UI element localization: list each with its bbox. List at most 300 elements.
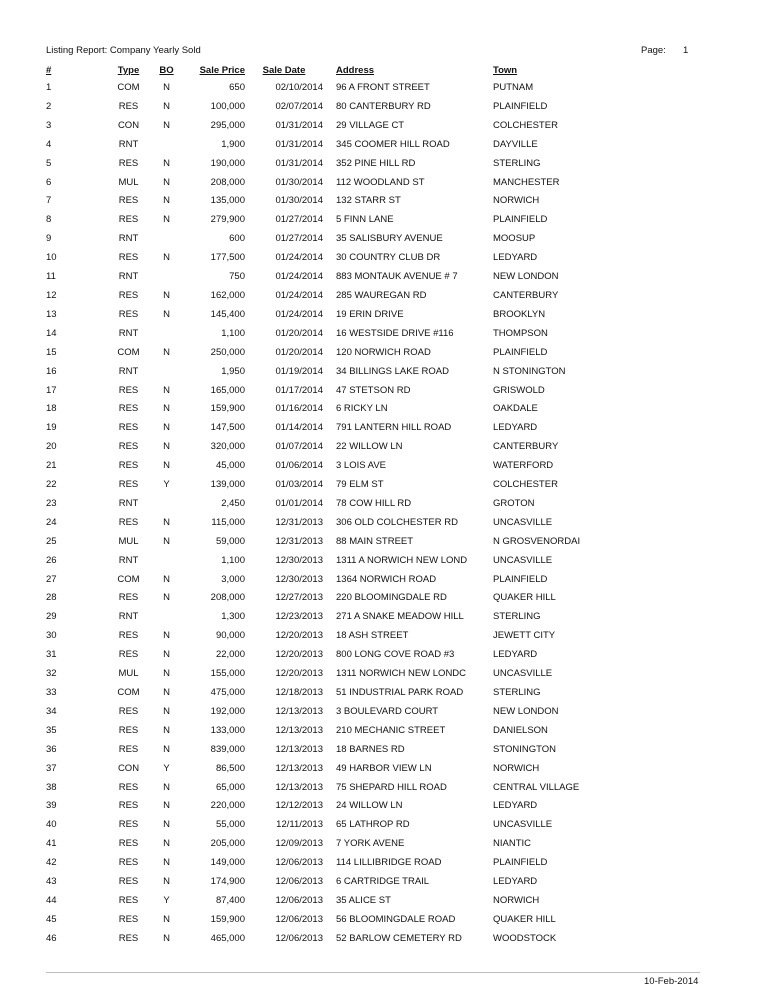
town-cell: GROTON	[493, 497, 535, 509]
column-header-town: Town	[493, 65, 518, 76]
table-row	[0, 155, 768, 174]
sale-date-cell: 12/06/2013	[275, 876, 323, 888]
sale-date-cell: 12/13/2013	[275, 743, 323, 755]
table-row	[0, 98, 768, 117]
sale-date-cell: 01/31/2014	[275, 119, 323, 131]
town-cell: N STONINGTON	[493, 365, 566, 377]
buyer-office-flag-cell: N	[163, 800, 170, 812]
listing-type-cell: RES	[118, 705, 139, 717]
listing-type-cell: COM	[117, 346, 140, 358]
footer-divider	[46, 972, 700, 973]
address-cell: 271 A SNAKE MEADOW HILL	[336, 611, 464, 623]
listing-number-cell: 19	[46, 422, 57, 434]
town-cell: PLAINFIELD	[493, 346, 548, 358]
listing-number-cell: 13	[46, 308, 57, 320]
listing-type-cell: RNT	[118, 554, 139, 566]
listing-type-cell: RES	[118, 913, 139, 925]
address-cell: 132 STARR ST	[336, 195, 401, 207]
listing-type-cell: RNT	[118, 271, 139, 283]
sale-price-cell: 279,900	[210, 214, 245, 226]
town-cell: STERLING	[493, 687, 541, 698]
sale-date-cell: 01/20/2014	[275, 346, 323, 358]
listing-type-cell: COM	[117, 573, 140, 585]
address-cell: 114 LILLIBRIDGE ROAD	[336, 857, 442, 869]
address-cell: 16 WESTSIDE DRIVE #116	[336, 327, 454, 339]
table-row	[0, 249, 768, 268]
listing-number-cell: 34	[46, 705, 57, 717]
sale-price-cell: 295,000	[210, 119, 245, 131]
sale-date-cell: 12/09/2013	[275, 838, 323, 850]
sale-price-cell: 159,900	[210, 403, 245, 415]
listing-number-cell: 5	[46, 157, 52, 169]
town-cell: CENTRAL VILLAGE	[493, 781, 580, 793]
buyer-office-flag-cell	[151, 363, 182, 382]
sale-price-cell: 155,000	[210, 668, 245, 680]
table-row	[0, 571, 768, 590]
buyer-office-flag-cell: N	[163, 630, 170, 642]
listing-number-cell: 10	[46, 252, 57, 264]
listing-number-cell: 29	[46, 611, 57, 623]
buyer-office-flag-cell: Y	[163, 762, 170, 774]
sale-date-cell: 12/18/2013	[275, 687, 323, 698]
sale-price-cell: 250,000	[210, 346, 245, 358]
listing-number-cell: 33	[46, 687, 57, 698]
sale-date-cell: 12/30/2013	[275, 554, 323, 566]
column-header-address: Address	[336, 65, 375, 76]
table-row	[0, 684, 768, 703]
address-cell: 30 COUNTRY CLUB DR	[336, 252, 441, 264]
buyer-office-flag-cell	[151, 495, 182, 514]
buyer-office-flag-cell: N	[163, 876, 170, 888]
town-cell: THOMPSON	[493, 327, 548, 339]
listing-number-cell: 3	[46, 119, 52, 131]
sale-price-cell: 465,000	[210, 932, 245, 944]
town-cell: COLCHESTER	[493, 119, 558, 131]
sale-price-cell: 192,000	[210, 705, 245, 717]
sale-date-cell: 12/20/2013	[275, 649, 323, 661]
sale-price-cell: 1,100	[221, 554, 245, 566]
town-cell: CANTERBURY	[493, 441, 559, 453]
listing-type-cell: CON	[117, 119, 140, 131]
town-cell: PLAINFIELD	[493, 573, 548, 585]
listing-type-cell: RES	[118, 743, 139, 755]
sale-date-cell: 12/20/2013	[275, 630, 323, 642]
listing-type-cell: CON	[117, 762, 140, 774]
sale-price-cell: 162,000	[210, 289, 245, 301]
listing-number-cell: 20	[46, 441, 57, 453]
sale-date-cell: 12/06/2013	[275, 894, 323, 906]
buyer-office-flag-cell: N	[163, 157, 170, 169]
listing-number-cell: 17	[46, 384, 57, 396]
sale-price-cell: 475,000	[210, 687, 245, 698]
address-cell: 791 LANTERN HILL ROAD	[336, 422, 452, 434]
town-cell: WATERFORD	[493, 460, 554, 472]
sale-date-cell: 12/06/2013	[275, 932, 323, 944]
address-cell: 6 CARTRIDGE TRAIL	[336, 876, 430, 888]
listing-type-cell: RES	[118, 479, 139, 491]
sale-date-cell: 01/16/2014	[275, 403, 323, 415]
sale-price-cell: 55,000	[215, 819, 245, 831]
listing-type-cell: RNT	[118, 497, 139, 509]
table-row	[0, 608, 768, 627]
listing-type-cell: RES	[118, 308, 139, 320]
buyer-office-flag-cell: N	[163, 705, 170, 717]
listing-number-cell: 11	[46, 271, 56, 283]
listing-number-cell: 1	[46, 82, 52, 93]
sale-date-cell: 12/13/2013	[275, 705, 323, 717]
listing-number-cell: 26	[46, 554, 57, 566]
listing-type-cell: COM	[117, 687, 140, 698]
footer-date: 10-Feb-2014	[644, 976, 699, 987]
town-cell: N GROSVENORDAI	[493, 535, 581, 547]
sale-date-cell: 12/06/2013	[275, 913, 323, 925]
buyer-office-flag-cell: N	[163, 346, 170, 358]
buyer-office-flag-cell: N	[163, 592, 170, 604]
sale-date-cell: 12/23/2013	[275, 611, 323, 623]
buyer-office-flag-cell: N	[163, 176, 170, 188]
listing-type-cell: MUL	[118, 535, 139, 547]
table-header-row	[0, 63, 768, 79]
sale-price-cell: 22,000	[215, 649, 245, 661]
listing-type-cell: RNT	[118, 233, 139, 245]
buyer-office-flag-cell: N	[163, 781, 170, 793]
address-cell: 1364 NORWICH ROAD	[336, 573, 437, 585]
town-cell: STERLING	[493, 611, 541, 623]
table-row	[0, 382, 768, 401]
address-cell: 306 OLD COLCHESTER RD	[336, 516, 458, 528]
table-row	[0, 703, 768, 722]
sale-date-cell: 01/31/2014	[275, 157, 323, 169]
listing-type-cell: RES	[118, 724, 139, 736]
sale-price-cell: 100,000	[210, 100, 245, 112]
sale-price-cell: 2,450	[221, 497, 245, 509]
sale-date-cell: 01/24/2014	[275, 271, 323, 283]
sale-date-cell: 01/27/2014	[275, 233, 323, 245]
town-cell: MANCHESTER	[493, 176, 560, 188]
sale-date-cell: 01/24/2014	[275, 308, 323, 320]
address-cell: 352 PINE HILL RD	[336, 157, 416, 169]
address-cell: 345 COOMER HILL ROAD	[336, 138, 450, 150]
table-row	[0, 419, 768, 438]
table-row	[0, 476, 768, 495]
listing-type-cell: RES	[118, 195, 139, 207]
table-row	[0, 438, 768, 457]
town-cell: DAYVILLE	[493, 138, 538, 150]
address-cell: 35 SALISBURY AVENUE	[336, 233, 443, 245]
listing-number-cell: 41	[46, 838, 57, 850]
sale-date-cell: 01/30/2014	[275, 176, 323, 188]
listing-number-cell: 27	[46, 573, 57, 585]
listing-type-cell: RES	[118, 819, 139, 831]
table-row	[0, 665, 768, 684]
sale-price-cell: 650	[229, 82, 245, 93]
table-row	[0, 741, 768, 760]
sale-price-cell: 59,000	[215, 535, 245, 547]
town-cell: UNCASVILLE	[493, 668, 553, 680]
town-cell: NEW LONDON	[493, 271, 559, 283]
listing-number-cell: 8	[46, 214, 52, 226]
town-cell: NIANTIC	[493, 838, 531, 850]
sale-date-cell: 12/12/2013	[275, 800, 323, 812]
address-cell: 285 WAUREGAN RD	[336, 289, 427, 301]
table-row	[0, 117, 768, 136]
address-cell: 18 BARNES RD	[336, 743, 405, 755]
sale-date-cell: 01/27/2014	[275, 214, 323, 226]
sale-date-cell: 01/03/2014	[275, 479, 323, 491]
sale-price-cell: 115,000	[211, 516, 245, 528]
sale-date-cell: 01/24/2014	[275, 289, 323, 301]
listing-type-cell: RNT	[118, 611, 139, 623]
buyer-office-flag-cell	[151, 608, 182, 627]
listing-type-cell: RES	[118, 460, 139, 472]
sale-price-cell: 174,900	[210, 876, 245, 888]
buyer-office-flag-cell: N	[163, 687, 170, 698]
address-cell: 22 WILLOW LN	[336, 441, 403, 453]
town-cell: UNCASVILLE	[493, 516, 553, 528]
listing-type-cell: MUL	[118, 176, 139, 188]
buyer-office-flag-cell: N	[163, 119, 170, 131]
sale-date-cell: 02/07/2014	[275, 100, 323, 112]
sale-date-cell: 12/13/2013	[275, 762, 323, 774]
listing-type-cell: RES	[118, 422, 139, 434]
town-cell: PLAINFIELD	[493, 100, 548, 112]
listing-type-cell: RES	[118, 800, 139, 812]
buyer-office-flag-cell: N	[163, 384, 170, 396]
listing-number-cell: 7	[46, 195, 52, 207]
listing-type-cell: RNT	[118, 327, 139, 339]
address-cell: 52 BARLOW CEMETERY RD	[336, 932, 462, 944]
sale-price-cell: 190,000	[210, 157, 245, 169]
table-row	[0, 268, 768, 287]
buyer-office-flag-cell: N	[163, 422, 170, 434]
listing-type-cell: RES	[118, 630, 139, 642]
buyer-office-flag-cell: N	[163, 100, 170, 112]
sale-date-cell: 01/30/2014	[275, 195, 323, 207]
table-row	[0, 174, 768, 193]
table-row	[0, 552, 768, 571]
sale-date-cell: 02/10/2014	[275, 82, 323, 93]
sale-date-cell: 12/13/2013	[275, 724, 323, 736]
town-cell: QUAKER HILL	[493, 913, 556, 925]
table-row	[0, 192, 768, 211]
listing-type-cell: RES	[118, 592, 139, 604]
sale-price-cell: 159,900	[210, 913, 245, 925]
table-row	[0, 930, 768, 949]
table-row	[0, 760, 768, 779]
sale-price-cell: 320,000	[210, 441, 245, 453]
sale-price-cell: 65,000	[215, 781, 245, 793]
listing-type-cell: RES	[118, 252, 139, 264]
listing-number-cell: 23	[46, 497, 57, 509]
listing-number-cell: 2	[46, 100, 52, 112]
sale-date-cell: 01/01/2014	[275, 497, 323, 509]
column-header-sale-price: Sale Price	[199, 65, 245, 76]
sale-price-cell: 220,000	[210, 800, 245, 812]
address-cell: 35 ALICE ST	[336, 894, 391, 906]
sale-price-cell: 1,300	[221, 611, 245, 623]
table-row	[0, 646, 768, 665]
sale-date-cell: 12/30/2013	[275, 573, 323, 585]
address-cell: 19 ERIN DRIVE	[336, 308, 404, 320]
buyer-office-flag-cell: Y	[163, 479, 170, 491]
table-row	[0, 325, 768, 344]
column-header-type: Type	[117, 65, 140, 76]
buyer-office-flag-cell: N	[163, 441, 170, 453]
town-cell: WOODSTOCK	[493, 932, 557, 944]
table-row	[0, 627, 768, 646]
listing-number-cell: 43	[46, 876, 57, 888]
town-cell: UNCASVILLE	[493, 819, 553, 831]
buyer-office-flag-cell: N	[163, 819, 170, 831]
sale-date-cell: 01/19/2014	[275, 365, 323, 377]
buyer-office-flag-cell: N	[163, 252, 170, 264]
buyer-office-flag-cell: N	[163, 535, 170, 547]
listing-number-cell: 31	[46, 649, 57, 661]
column-header-sale-date: Sale Date	[262, 65, 306, 76]
listing-type-cell: RES	[118, 214, 139, 226]
sale-price-cell: 139,000	[210, 479, 245, 491]
listing-type-cell: RES	[118, 857, 139, 869]
address-cell: 49 HARBOR VIEW LN	[336, 762, 432, 774]
table-row	[0, 835, 768, 854]
column-header-bo: BO	[159, 65, 174, 76]
buyer-office-flag-cell: N	[163, 857, 170, 869]
table-row	[0, 495, 768, 514]
buyer-office-flag-cell: N	[163, 460, 170, 472]
buyer-office-flag-cell: N	[163, 82, 170, 93]
town-cell: QUAKER HILL	[493, 592, 556, 604]
listing-number-cell: 37	[46, 762, 57, 774]
table-row	[0, 722, 768, 741]
town-cell: LEDYARD	[493, 422, 538, 434]
listing-number-cell: 38	[46, 781, 57, 793]
listing-number-cell: 32	[46, 668, 57, 680]
listing-type-cell: RES	[118, 100, 139, 112]
listing-number-cell: 46	[46, 932, 57, 944]
address-cell: 79 ELM ST	[336, 479, 384, 491]
address-cell: 65 LATHROP RD	[336, 819, 410, 831]
listing-number-cell: 40	[46, 819, 57, 831]
sale-price-cell: 145,400	[210, 308, 245, 320]
buyer-office-flag-cell: N	[163, 724, 170, 736]
listing-type-cell: RES	[118, 441, 139, 453]
address-cell: 5 FINN LANE	[336, 214, 394, 226]
buyer-office-flag-cell: N	[163, 214, 170, 226]
address-cell: 7 YORK AVENE	[336, 838, 405, 850]
listing-number-cell: 18	[46, 403, 57, 415]
sale-date-cell: 01/14/2014	[275, 422, 323, 434]
listing-number-cell: 45	[46, 913, 57, 925]
town-cell: GRISWOLD	[493, 384, 545, 396]
sale-date-cell: 12/31/2013	[275, 516, 323, 528]
buyer-office-flag-cell: N	[163, 308, 170, 320]
listing-number-cell: 28	[46, 592, 57, 604]
listing-number-cell: 12	[46, 289, 57, 301]
address-cell: 800 LONG COVE ROAD #3	[336, 649, 455, 661]
listing-number-cell: 35	[46, 724, 57, 736]
table-row	[0, 779, 768, 798]
address-cell: 1311 NORWICH NEW LONDC	[336, 668, 467, 680]
sale-price-cell: 600	[229, 233, 245, 245]
listing-type-cell: RES	[118, 403, 139, 415]
address-cell: 210 MECHANIC STREET	[336, 724, 446, 736]
town-cell: DANIELSON	[493, 724, 548, 736]
table-row	[0, 79, 768, 98]
table-row	[0, 344, 768, 363]
address-cell: 112 WOODLAND ST	[336, 176, 425, 188]
table-row	[0, 589, 768, 608]
buyer-office-flag-cell: N	[163, 289, 170, 301]
sale-date-cell: 12/06/2013	[275, 857, 323, 869]
listing-type-cell: RES	[118, 932, 139, 944]
town-cell: LEDYARD	[493, 252, 538, 264]
buyer-office-flag-cell: N	[163, 649, 170, 661]
address-cell: 120 NORWICH ROAD	[336, 346, 431, 358]
sale-price-cell: 149,000	[210, 857, 245, 869]
sale-date-cell: 12/31/2013	[275, 535, 323, 547]
sale-price-cell: 750	[229, 271, 245, 283]
listing-type-cell: RES	[118, 781, 139, 793]
table-row	[0, 363, 768, 382]
buyer-office-flag-cell	[151, 230, 182, 249]
listing-number-cell: 42	[46, 857, 57, 869]
listing-type-cell: MUL	[118, 668, 139, 680]
town-cell: BROOKLYN	[493, 308, 546, 320]
town-cell: STERLING	[493, 157, 541, 169]
town-cell: PUTNAM	[493, 82, 534, 93]
listing-table	[0, 63, 768, 949]
listing-number-cell: 30	[46, 630, 57, 642]
address-cell: 18 ASH STREET	[336, 630, 409, 642]
sale-price-cell: 1,100	[221, 327, 245, 339]
listing-number-cell: 39	[46, 800, 57, 812]
town-cell: NORWICH	[493, 762, 540, 774]
address-cell: 47 STETSON RD	[336, 384, 411, 396]
listing-number-cell: 24	[46, 516, 57, 528]
listing-type-cell: RES	[118, 876, 139, 888]
sale-price-cell: 177,500	[210, 252, 245, 264]
sale-date-cell: 01/07/2014	[275, 441, 323, 453]
town-cell: NORWICH	[493, 195, 540, 207]
address-cell: 3 LOIS AVE	[336, 460, 386, 472]
sale-price-cell: 45,000	[215, 460, 245, 472]
listing-number-cell: 9	[46, 233, 52, 245]
town-cell: LEDYARD	[493, 800, 538, 812]
buyer-office-flag-cell: N	[163, 743, 170, 755]
sale-date-cell: 12/11/2013	[276, 819, 323, 831]
sale-price-cell: 208,000	[210, 176, 245, 188]
listing-type-cell: RES	[118, 516, 139, 528]
table-row	[0, 230, 768, 249]
sale-price-cell: 147,500	[210, 422, 245, 434]
sale-date-cell: 12/13/2013	[275, 781, 323, 793]
address-cell: 78 COW HILL RD	[336, 497, 412, 509]
sale-date-cell: 12/20/2013	[275, 668, 323, 680]
table-row	[0, 816, 768, 835]
listing-number-cell: 16	[46, 365, 57, 377]
listing-type-cell: RNT	[118, 365, 139, 377]
listing-type-cell: RNT	[118, 138, 139, 150]
sale-price-cell: 90,000	[215, 630, 245, 642]
listing-type-cell: RES	[118, 289, 139, 301]
table-row	[0, 911, 768, 930]
listing-number-cell: 14	[46, 327, 57, 339]
town-cell: NEW LONDON	[493, 705, 559, 717]
listing-type-cell: RES	[118, 649, 139, 661]
table-row	[0, 136, 768, 155]
page-number: 1	[683, 45, 689, 56]
town-cell: NORWICH	[493, 894, 540, 906]
